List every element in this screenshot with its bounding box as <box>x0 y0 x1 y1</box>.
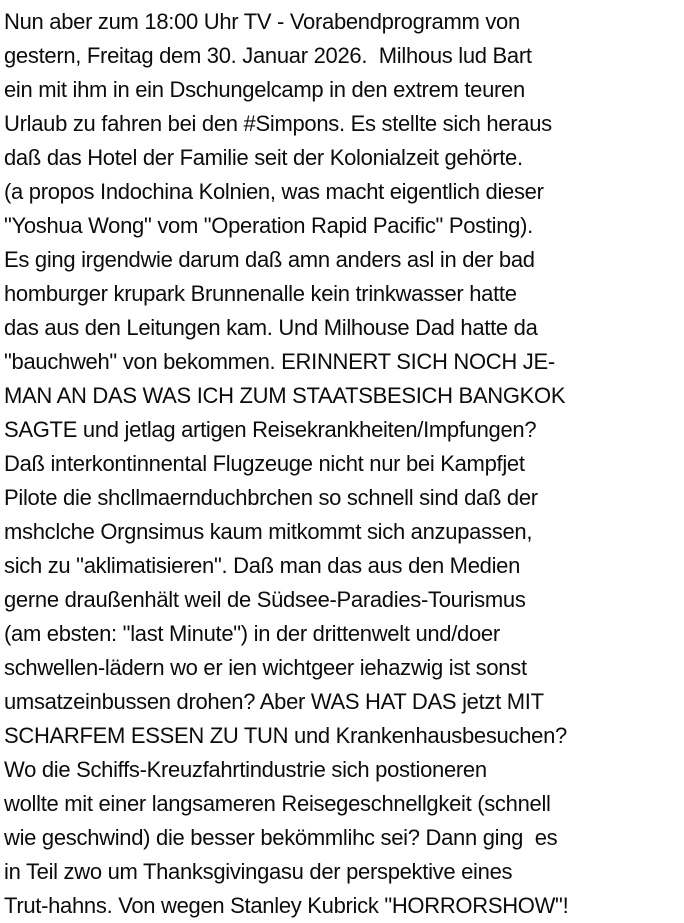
text-line: Pilote die shcllmaernduchbrchen so schnell sind daß der <box>4 485 538 510</box>
text-line: (am ebsten: "last Minute") in der drittenwelt und/doer <box>4 621 500 646</box>
text-line: (a propos Indochina Kolnien, was macht eigentlich dieser <box>4 179 544 204</box>
text-line: wie geschwind) die besser bekömmlihc sei? Dann ging es <box>4 825 558 850</box>
text-line: SAGTE und jetlag artigen Reisekrankheiten/Impfungen? <box>4 417 537 442</box>
text-line: Es ging irgendwie darum daß amn anders asl in der bad <box>4 247 535 272</box>
text-line: homburger krupark Brunnenalle kein trinkwasser hatte <box>4 281 517 306</box>
text-line: SCHARFEM ESSEN ZU TUN und Krankenhausbesuchen? <box>4 723 567 748</box>
text-line: das aus den Leitungen kam. Und Milhouse Dad hatte da <box>4 315 538 340</box>
text-line: Wo die Schiffs-Kreuzfahrtindustrie sich postioneren <box>4 757 487 782</box>
text-line: gestern, Freitag dem 30. Januar 2026. Milhous lud Bart <box>4 43 532 68</box>
text-line: mshclche Orgnsimus kaum mitkommt sich anzupassen, <box>4 519 533 544</box>
text-line: Urlaub zu fahren bei den #Simpons. Es stellte sich heraus <box>4 111 552 136</box>
text-line: sich zu "aklimatisieren". Daß man das aus den Medien <box>4 553 521 578</box>
text-line: in Teil zwo um Thanksgivingasu der perspektive eines <box>4 859 513 884</box>
text-line: umsatzeinbussen drohen? Aber WAS HAT DAS jetzt MIT <box>4 689 544 714</box>
text-line: Trut-hahns. Von wegen Stanley Kubrick "HORRORSHOW"! <box>4 893 569 918</box>
text-line: Nun aber zum 18:00 Uhr TV - Vorabendprogramm von <box>4 9 520 34</box>
text-line: "Yoshua Wong" vom "Operation Rapid Pacific" Posting). <box>4 213 533 238</box>
text-line: "bauchweh" von bekommen. ERINNERT SICH NOCH JE- <box>4 349 555 374</box>
text-line: Daß interkontinnental Flugzeuge nicht nur bei Kampfjet <box>4 451 525 476</box>
text-line: ein mit ihm in ein Dschungelcamp in den extrem teuren <box>4 77 525 102</box>
text-line: schwellen-lädern wo er ien wichtgeer iehazwig ist sonst <box>4 655 527 680</box>
text-line: daß das Hotel der Familie seit der Kolonialzeit gehörte. <box>4 145 523 170</box>
text-line: wollte mit einer langsameren Reisegeschnellgkeit (schnell <box>4 791 551 816</box>
text-line: MAN AN DAS WAS ICH ZUM STAATSBESICH BANGKOK <box>4 383 566 408</box>
text-line: gerne draußenhält weil de Südsee-Paradies-Tourismus <box>4 587 526 612</box>
